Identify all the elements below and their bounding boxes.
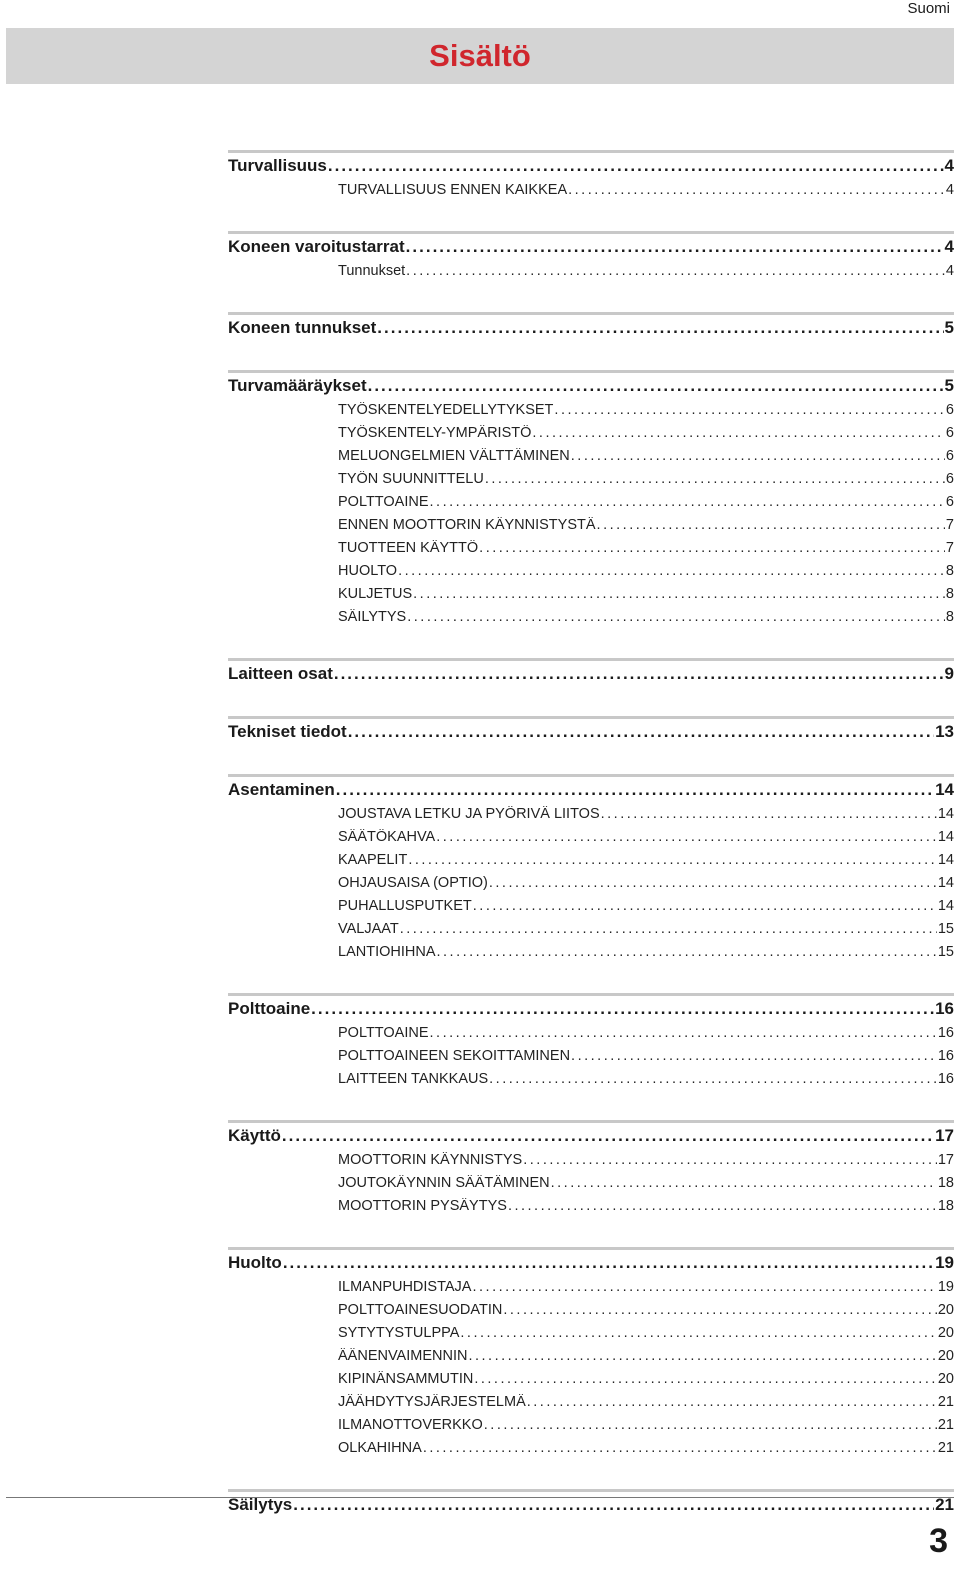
toc-subentry-page: 4 [945, 182, 954, 198]
dot-leader [489, 1071, 937, 1087]
toc-subentry-page: 7 [945, 540, 954, 556]
toc-section-entry[interactable] [228, 156, 954, 182]
table-of-contents [228, 150, 954, 1547]
toc-section-entry[interactable] [228, 1126, 954, 1152]
toc-subentry[interactable] [228, 1025, 954, 1048]
toc-subentry[interactable] [228, 182, 954, 205]
toc-subentry-title: TUOTTEEN KÄYTTÖ [338, 540, 479, 556]
toc-section-entry-page: 17 [935, 1126, 954, 1145]
dot-leader [468, 1348, 936, 1364]
toc-subentry[interactable] [228, 609, 954, 632]
toc-subentry-title: OLKAHIHNA [338, 1440, 422, 1456]
language-label: Suomi [907, 0, 950, 17]
toc-subentry-title: ENNEN MOOTTORIN KÄYNNISTYSTÄ [338, 517, 596, 533]
dot-leader [554, 402, 945, 418]
toc-subentry[interactable] [228, 1325, 954, 1348]
footer-divider [6, 1497, 954, 1498]
toc-subentry-page: 8 [945, 609, 954, 625]
toc-section-entry[interactable] [228, 780, 954, 806]
toc-subentry-title: POLTTOAINE [338, 1025, 429, 1041]
toc-subentry-page: 15 [937, 944, 954, 960]
toc-subentry[interactable] [228, 263, 954, 286]
toc-subentry-page: 6 [945, 494, 954, 510]
dot-leader [436, 829, 937, 845]
toc-section [228, 150, 954, 205]
dot-leader [406, 263, 945, 279]
dot-leader [571, 448, 945, 464]
dot-leader [597, 517, 945, 533]
toc-subentry-title: POLTTOAINE [338, 494, 429, 510]
dot-leader [601, 806, 937, 822]
toc-subentry-page: 18 [937, 1198, 954, 1214]
page-number: 3 [929, 1522, 948, 1560]
dot-leader [368, 376, 944, 396]
toc-section [228, 1489, 954, 1521]
page-title: Sisältö [429, 38, 531, 73]
toc-section-entry-title: Asentaminen [228, 780, 335, 799]
toc-subentry-page: 7 [945, 517, 954, 533]
toc-subentry-page: 6 [945, 448, 954, 464]
toc-section [228, 1120, 954, 1221]
toc-subentry-page: 16 [937, 1048, 954, 1064]
dot-leader [532, 425, 945, 441]
toc-subentry[interactable] [228, 402, 954, 425]
toc-subentry[interactable] [228, 875, 954, 898]
dot-leader [336, 780, 934, 800]
toc-subentry-title: ÄÄNENVAIMENNIN [338, 1348, 468, 1364]
dot-leader [430, 494, 945, 510]
toc-section [228, 993, 954, 1094]
toc-section-entry-page: 4 [944, 237, 954, 256]
toc-subentry-title: SYTYTYSTULPPA [338, 1325, 460, 1341]
toc-subentry[interactable] [228, 806, 954, 829]
toc-subentry-page: 21 [937, 1417, 954, 1433]
toc-subentry[interactable] [228, 1348, 954, 1371]
toc-subentry-title: JÄÄHDYTYSJÄRJESTELMÄ [338, 1394, 526, 1410]
toc-section-entry-title: Koneen varoitustarrat [228, 237, 405, 256]
dot-leader [406, 237, 944, 257]
toc-subentry-page: 21 [937, 1440, 954, 1456]
toc-subentry-page: 14 [937, 875, 954, 891]
title-bar [6, 28, 954, 84]
toc-subentry-page: 14 [937, 852, 954, 868]
dot-leader [571, 1048, 937, 1064]
toc-subentry-title: MOOTTORIN PYSÄYTYS [338, 1198, 507, 1214]
toc-subentry-page: 21 [937, 1394, 954, 1410]
toc-section-entry-title: Turvamääräykset [228, 376, 367, 395]
dot-leader [460, 1325, 936, 1341]
toc-subentry-page: 14 [937, 806, 954, 822]
toc-subentry-title: Tunnukset [338, 263, 406, 279]
toc-subentry-title: MELUONGELMIEN VÄLTTÄMINEN [338, 448, 570, 464]
toc-section-entry-page: 14 [935, 780, 954, 799]
dot-leader [348, 722, 934, 742]
toc-section-entry[interactable] [228, 1495, 954, 1521]
toc-subentry-page: 20 [937, 1302, 954, 1318]
toc-section-entry-page: 5 [944, 318, 954, 337]
toc-subentry[interactable] [228, 540, 954, 563]
toc-subentry[interactable] [228, 1394, 954, 1417]
toc-subentry-page: 19 [937, 1279, 954, 1295]
dot-leader [485, 471, 945, 487]
dot-leader [408, 852, 937, 868]
toc-section-entry-title: Tekniset tiedot [228, 722, 347, 741]
toc-subentry-page: 6 [945, 471, 954, 487]
dot-leader [423, 1440, 937, 1456]
dot-leader [400, 921, 937, 937]
toc-subentry-title: KIPINÄNSAMMUTIN [338, 1371, 474, 1387]
toc-subentry-title: LAITTEEN TANKKAUS [338, 1071, 489, 1087]
toc-subentry[interactable] [228, 1048, 954, 1071]
toc-subentry[interactable] [228, 1198, 954, 1221]
toc-subentry-page: 18 [937, 1175, 954, 1191]
dot-leader [293, 1495, 934, 1515]
dot-leader [527, 1394, 937, 1410]
toc-subentry[interactable] [228, 852, 954, 875]
toc-subentry-title: ILMANPUHDISTAJA [338, 1279, 472, 1295]
toc-section [228, 231, 954, 286]
dot-leader [437, 944, 937, 960]
toc-subentry-title: PUHALLUSPUTKET [338, 898, 472, 914]
toc-section-entry-page: 5 [944, 376, 954, 395]
toc-subentry-title: SÄILYTYS [338, 609, 407, 625]
dot-leader [311, 999, 934, 1019]
toc-subentry-title: KULJETUS [338, 586, 413, 602]
toc-subentry-title: POLTTOAINEEN SEKOITTAMINEN [338, 1048, 571, 1064]
toc-section-entry[interactable] [228, 318, 954, 344]
toc-section-entry-page: 21 [935, 1495, 954, 1514]
toc-subentry-title: JOUTOKÄYNNIN SÄÄTÄMINEN [338, 1175, 550, 1191]
toc-subentry-title: VALJAAT [338, 921, 399, 937]
dot-leader [474, 1371, 937, 1387]
toc-subentry[interactable] [228, 1152, 954, 1175]
toc-section-entry[interactable] [228, 664, 954, 690]
dot-leader [377, 318, 943, 338]
toc-subentry-title: TURVALLISUUS ENNEN KAIKKEA [338, 182, 568, 198]
toc-subentry-title: TYÖSKENTELY-YMPÄRISTÖ [338, 425, 532, 441]
toc-subentry-page: 14 [937, 898, 954, 914]
toc-subentry[interactable] [228, 944, 954, 967]
toc-subentry[interactable] [228, 1371, 954, 1394]
toc-section [228, 1247, 954, 1463]
toc-subentry-page: 14 [937, 829, 954, 845]
toc-section-entry-page: 9 [944, 664, 954, 683]
dot-leader [489, 875, 937, 891]
toc-section-entry-title: Säilytys [228, 1495, 293, 1514]
toc-subentry-page: 6 [945, 402, 954, 418]
toc-subentry[interactable] [228, 471, 954, 494]
toc-section-entry-title: Huolto [228, 1253, 282, 1272]
dot-leader [413, 586, 945, 602]
toc-subentry-title: SÄÄTÖKAHVA [338, 829, 436, 845]
toc-subentry-page: 15 [937, 921, 954, 937]
toc-subentry[interactable] [228, 425, 954, 448]
toc-subentry[interactable] [228, 1279, 954, 1302]
toc-subentry-title: OHJAUSAISA (OPTIO) [338, 875, 488, 891]
dot-leader [568, 182, 945, 198]
toc-subentry[interactable] [228, 829, 954, 852]
toc-subentry-title: MOOTTORIN KÄYNNISTYS [338, 1152, 523, 1168]
dot-leader [398, 563, 945, 579]
toc-section-entry-title: Polttoaine [228, 999, 311, 1018]
toc-subentry[interactable] [228, 1440, 954, 1463]
toc-subentry-page: 20 [937, 1348, 954, 1364]
dot-leader [282, 1126, 934, 1146]
toc-section-entry[interactable] [228, 722, 954, 748]
toc-subentry-page: 16 [937, 1025, 954, 1041]
toc-subentry[interactable] [228, 1417, 954, 1440]
toc-subentry-title: TYÖN SUUNNITTELU [338, 471, 484, 487]
toc-subentry-title: JOUSTAVA LETKU JA PYÖRIVÄ LIITOS [338, 806, 600, 822]
toc-section-entry-title: Koneen tunnukset [228, 318, 377, 337]
toc-subentry[interactable] [228, 448, 954, 471]
toc-subentry[interactable] [228, 494, 954, 517]
toc-subentry-page: 20 [937, 1371, 954, 1387]
toc-section-entry-page: 4 [944, 156, 954, 175]
toc-subentry-page: 4 [945, 263, 954, 279]
toc-subentry-title: KAAPELIT [338, 852, 408, 868]
toc-subentry-page: 20 [937, 1325, 954, 1341]
toc-subentry-title: HUOLTO [338, 563, 398, 579]
toc-subentry-title: ILMANOTTOVERKKO [338, 1417, 483, 1433]
toc-section [228, 312, 954, 344]
dot-leader [472, 1279, 936, 1295]
toc-section-entry-title: Laitteen osat [228, 664, 333, 683]
toc-section-entry-page: 19 [935, 1253, 954, 1272]
dot-leader [328, 156, 944, 176]
toc-section-entry[interactable] [228, 999, 954, 1025]
toc-subentry-page: 17 [937, 1152, 954, 1168]
toc-section-entry[interactable] [228, 376, 954, 402]
toc-subentry-title: LANTIOHIHNA [338, 944, 436, 960]
toc-subentry-page: 6 [945, 425, 954, 441]
toc-subentry[interactable] [228, 1175, 954, 1198]
dot-leader [283, 1253, 934, 1273]
toc-section-entry-page: 16 [935, 999, 954, 1018]
toc-subentry[interactable] [228, 921, 954, 944]
dot-leader [484, 1417, 937, 1433]
toc-subentry[interactable] [228, 563, 954, 586]
toc-section-entry-title: Turvallisuus [228, 156, 327, 175]
toc-section-entry-page: 13 [935, 722, 954, 741]
dot-leader [508, 1198, 937, 1214]
dot-leader [503, 1302, 937, 1318]
toc-subentry[interactable] [228, 898, 954, 921]
toc-section [228, 716, 954, 748]
dot-leader [473, 898, 937, 914]
toc-section-entry[interactable] [228, 1253, 954, 1279]
dot-leader [523, 1152, 937, 1168]
dot-leader [551, 1175, 937, 1191]
dot-leader [334, 664, 944, 684]
toc-section [228, 658, 954, 690]
dot-leader [407, 609, 945, 625]
toc-subentry-page: 8 [945, 586, 954, 602]
toc-section [228, 774, 954, 967]
toc-subentry[interactable] [228, 1071, 954, 1094]
toc-subentry[interactable] [228, 517, 954, 540]
toc-section [228, 370, 954, 632]
dot-leader [430, 1025, 937, 1041]
toc-subentry[interactable] [228, 586, 954, 609]
toc-subentry-page: 8 [945, 563, 954, 579]
toc-subentry[interactable] [228, 1302, 954, 1325]
toc-section-entry[interactable] [228, 237, 954, 263]
toc-subentry-title: TYÖSKENTELYEDELLYTYKSET [338, 402, 554, 418]
toc-section-entry-title: Käyttö [228, 1126, 281, 1145]
toc-subentry-title: POLTTOAINESUODATIN [338, 1302, 503, 1318]
toc-subentry-page: 16 [937, 1071, 954, 1087]
dot-leader [479, 540, 945, 556]
